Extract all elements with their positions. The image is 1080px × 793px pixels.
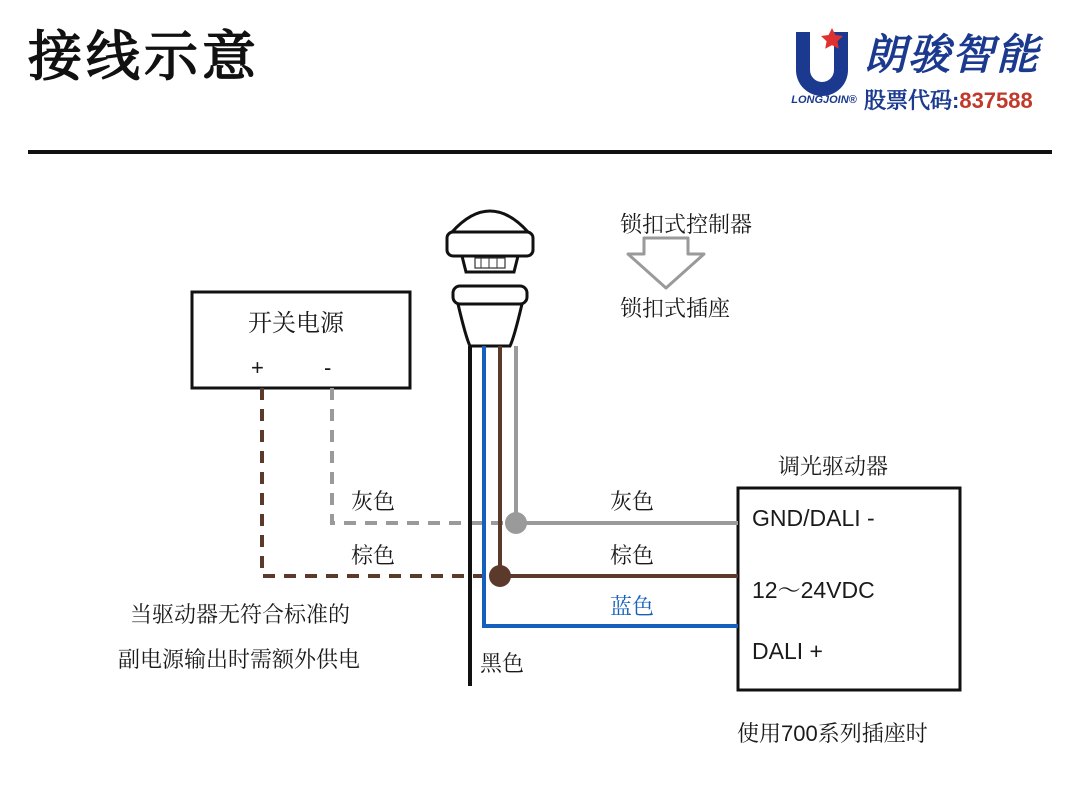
stock-code-label: 股票代码: bbox=[864, 88, 960, 113]
header-divider bbox=[28, 150, 1052, 154]
longjoin-logo-icon bbox=[786, 26, 858, 98]
extra-power-note-line1: 当驱动器无符合标准的 bbox=[130, 602, 351, 627]
power-supply-plus: + bbox=[251, 355, 264, 380]
brown-wire-right-label: 棕色 bbox=[610, 543, 655, 568]
brown-wire-left-label: 棕色 bbox=[351, 543, 396, 568]
socket-label: 锁扣式插座 bbox=[620, 296, 731, 321]
driver-title: 调光驱动器 bbox=[778, 454, 889, 479]
down-arrow-icon bbox=[628, 238, 704, 288]
stock-code-number: 837588 bbox=[959, 88, 1033, 113]
controller-label: 锁扣式控制器 bbox=[620, 212, 753, 237]
page-title: 接线示意 bbox=[28, 27, 260, 87]
extra-power-note-line2: 副电源输出时需额外供电 bbox=[118, 647, 361, 672]
gray-junction-node bbox=[505, 512, 527, 534]
brand-chinese-name: 朗骏智能 bbox=[864, 30, 1041, 79]
driver-line-dali: DALI + bbox=[752, 638, 823, 664]
black-wire-label: 黑色 bbox=[480, 651, 525, 676]
driver-line-vdc: 12～24VDC bbox=[752, 577, 875, 603]
diagram-canvas bbox=[0, 160, 1080, 793]
brand-latin-text: LONGJOIN bbox=[791, 94, 849, 106]
power-supply-title: 开关电源 bbox=[248, 310, 344, 337]
driver-line-gnd: GND/DALI - bbox=[752, 505, 875, 531]
controller-device-icon bbox=[447, 211, 533, 346]
brand-block bbox=[786, 22, 1056, 122]
gray-wire-left-label: 灰色 bbox=[351, 489, 396, 514]
brand-latin-name bbox=[786, 94, 862, 106]
brand-registered-mark: ® bbox=[848, 94, 857, 106]
stock-code bbox=[864, 84, 1033, 115]
blue-wire-label: 蓝色 bbox=[610, 594, 655, 619]
brown-junction-node bbox=[489, 565, 511, 587]
gray-wire-right-label: 灰色 bbox=[610, 489, 655, 514]
power-supply-minus: - bbox=[324, 355, 332, 380]
driver-footnote: 使用700系列插座时 bbox=[737, 721, 928, 746]
